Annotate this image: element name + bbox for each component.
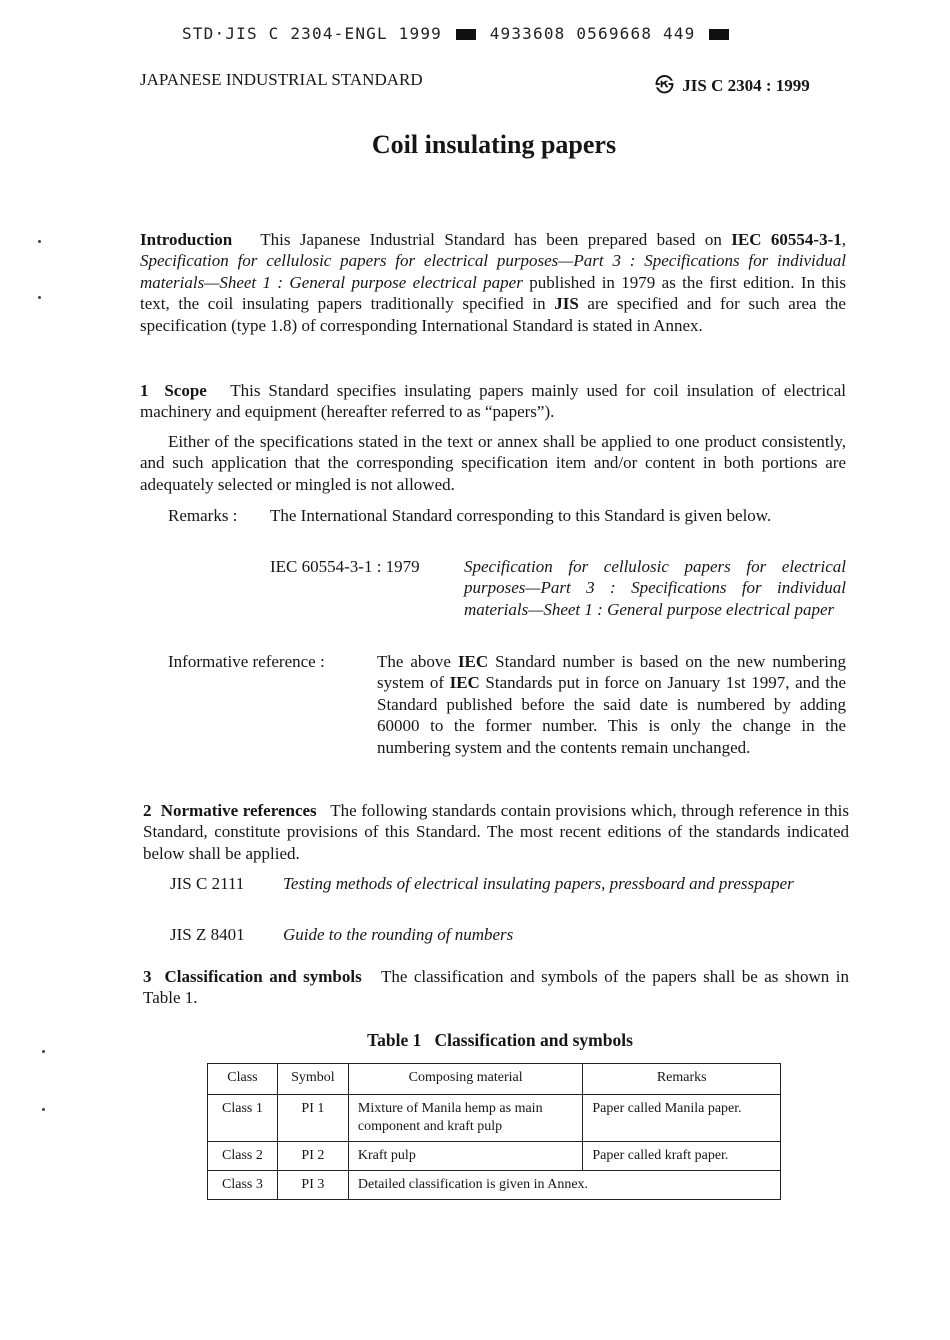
- section-number: 2: [143, 801, 152, 820]
- intro-text: published in 1979 as the first edition. In this text, the coil insulating papers traditionally specified in: [140, 272, 846, 314]
- table-header-cell: Class: [208, 1064, 278, 1095]
- iec-abbrev: IEC: [449, 673, 480, 693]
- table-header-cell: Symbol: [277, 1064, 348, 1095]
- stamp-block: [456, 29, 476, 40]
- table-cell: Class 2: [208, 1142, 278, 1171]
- scan-speck: [38, 240, 41, 243]
- table-title: Table 1 Classification and symbols: [367, 1030, 633, 1050]
- jis-mark-icon: ㉿: [655, 75, 675, 96]
- intro-text: ,: [841, 230, 846, 249]
- spec-title: Specification for cellulosic papers for electrical purposes—Part 3 : Specifications for individual materials—Sheet 1 : General purpose electrical paper: [140, 251, 846, 292]
- table-row: [208, 1095, 781, 1142]
- info-text: The above: [377, 652, 458, 671]
- intro-text: This Japanese Industrial Standard has been prepared based on: [260, 230, 732, 249]
- scan-speck: [38, 296, 41, 299]
- reference-title: Guide to the rounding of numbers: [283, 925, 514, 944]
- table-header-cell: Remarks: [583, 1064, 781, 1095]
- reference-code: JIS C 2111: [170, 874, 245, 893]
- header-left: JAPANESE INDUSTRIAL STANDARD: [140, 70, 423, 89]
- reference-code: JIS Z 8401: [170, 925, 245, 944]
- stamp-text-1: STD·JIS C 2304-ENGL 1999: [182, 24, 442, 43]
- scope-number: 1: [140, 381, 149, 400]
- table-cell: Mixture of Manila hemp as main component and kraft pulp: [348, 1095, 583, 1142]
- table-cell: Paper called Manila paper.: [583, 1095, 781, 1142]
- table-cell: Class 1: [208, 1095, 278, 1142]
- stamp-block: [709, 29, 729, 40]
- table-cell: Class 3: [208, 1171, 278, 1200]
- jis-abbrev: JIS: [554, 294, 579, 314]
- header-right: [655, 70, 810, 97]
- info-text: Standards put in force on January 1st 1997, and the Standard published before the said date is numbered by adding 60000 to the former number. This is only the change in the numbering system and the contents remain unchanged.: [377, 673, 846, 757]
- remarks-text: The International Standard corresponding to this Standard is given below.: [270, 506, 772, 525]
- table-cell: Detailed classification is given in Annex.: [348, 1171, 780, 1200]
- scope-heading: Scope: [164, 381, 207, 400]
- introduction-heading: Introduction: [140, 230, 233, 249]
- section-text: The following standards contain provisions which, through reference in this Standard, constitute provisions of this Standard. The most recent editions of the standards indicated below shall be applied.: [143, 801, 849, 863]
- table-header-row: [208, 1064, 781, 1095]
- scope-paragraph-2: Either of the specifications stated in the text or annex shall be applied to one product consistently, and such application that the corresponding specification item and/or content in both portions are adequately selected or mingled is not allowed.: [140, 432, 846, 494]
- table-cell: PI 1: [277, 1095, 348, 1142]
- intro-text: are specified and for such area the specification (type 1.8) of corresponding International Standard is stated in Annex.: [140, 294, 846, 335]
- informative-reference-text: [377, 651, 846, 758]
- classification-paragraph: [143, 966, 849, 1009]
- section-number: 3: [143, 967, 152, 986]
- iec-number: IEC 60554-3-1 : 1979: [270, 557, 420, 576]
- normative-references-paragraph: [143, 800, 849, 864]
- table-cell: PI 3: [277, 1171, 348, 1200]
- scan-speck: [42, 1108, 45, 1111]
- iec-reference: IEC 60554-3-1: [731, 230, 842, 249]
- iec-abbrev: IEC: [457, 652, 489, 671]
- table-header-cell: Composing material: [348, 1064, 583, 1095]
- informative-reference-label: Informative reference :: [168, 652, 325, 671]
- section-text: The classification and symbols of the papers shall be as shown in Table 1.: [143, 967, 850, 1008]
- introduction-paragraph: [140, 229, 846, 336]
- info-text: Standard number is based on the new numbering system of: [377, 652, 846, 693]
- remarks-label: Remarks :: [168, 506, 238, 525]
- standard-number: JIS C 2304 : 1999: [682, 76, 810, 95]
- reference-title: Testing methods of electrical insulating papers, pressboard and presspaper: [283, 874, 794, 893]
- scope-paragraph: [140, 380, 846, 423]
- section-heading: Classification and symbols: [164, 967, 362, 986]
- table-row: [208, 1171, 781, 1200]
- table-row: [208, 1142, 781, 1171]
- document-stamp: [182, 24, 732, 43]
- table-cell: PI 2: [277, 1142, 348, 1171]
- table-cell: Kraft pulp: [348, 1142, 583, 1171]
- iec-title: Specification for cellulosic papers for electrical purposes—Part 3 : Specifications for individual materials—Sheet 1 : General purpose electrical paper: [464, 557, 846, 619]
- stamp-text-2: 4933608 0569668 449: [489, 24, 696, 43]
- page-title: Coil insulating papers: [371, 130, 617, 159]
- section-heading: Normative references: [160, 801, 317, 820]
- scope-text: This Standard specifies insulating papers mainly used for coil insulation of electrical machinery and equipment (hereafter referred to as “papers”).: [140, 381, 846, 422]
- table-cell: Paper called kraft paper.: [583, 1142, 781, 1171]
- classification-table: [207, 1063, 781, 1200]
